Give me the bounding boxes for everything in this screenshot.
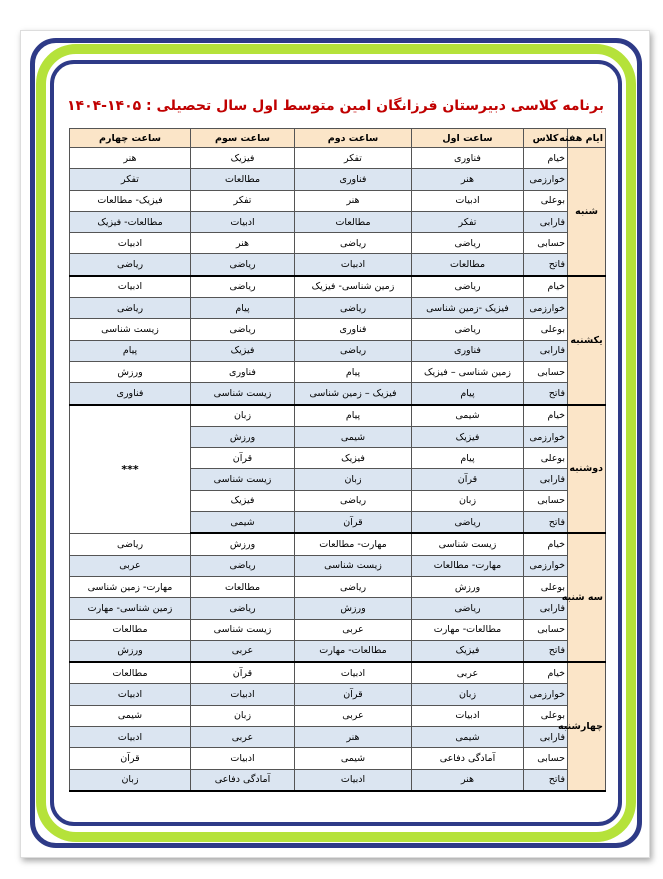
class-name-cell: خیام	[524, 662, 568, 684]
class-name-cell: حسابی	[524, 233, 568, 254]
header-weekday: ایام هفته	[568, 129, 606, 148]
hour-2-cell: عربی	[295, 619, 412, 640]
hour-2-cell: ادبیات	[295, 769, 412, 791]
hour-3-cell: ریاضی	[191, 319, 295, 340]
hour-3-cell: مطالعات	[191, 576, 295, 597]
hour-3-cell: عربی	[191, 727, 295, 748]
class-name-cell: فاتح	[524, 512, 568, 534]
hour-3-cell: آمادگی دفاعی	[191, 769, 295, 791]
hour-3-cell: قرآن	[191, 448, 295, 469]
table-row	[70, 533, 606, 555]
hour-4-cell: عربی	[70, 555, 191, 576]
hour-2-cell: عربی	[295, 705, 412, 726]
header-class: کلاس	[524, 129, 568, 148]
hour-1-cell: زبان	[412, 684, 524, 705]
hour-1-cell: عربی	[412, 662, 524, 684]
hour-1-cell: فیزیک -زمین شناسی	[412, 298, 524, 319]
hour-4-cell: ادبیات	[70, 276, 191, 298]
hour-2-cell: هنر	[295, 190, 412, 211]
table-row	[70, 319, 606, 340]
hour-2-cell: فناوری	[295, 319, 412, 340]
hour-3-cell: زبان	[191, 405, 295, 427]
weekday-cell: یکشنبه	[568, 276, 606, 405]
hour-4-cell: ورزش	[70, 640, 191, 662]
class-name-cell: بوعلی	[524, 190, 568, 211]
hour-3-cell: ریاضی	[191, 598, 295, 619]
hour-4-cell: قرآن	[70, 748, 191, 769]
table-row	[70, 748, 606, 769]
hour-1-cell: زیست شناسی	[412, 533, 524, 555]
hour-3-cell: ریاضی	[191, 555, 295, 576]
hour-1-cell: فیزیک	[412, 640, 524, 662]
hour-1-cell: ریاضی	[412, 276, 524, 298]
hour-2-cell: پیام	[295, 361, 412, 382]
class-name-cell: خوارزمی	[524, 555, 568, 576]
hour-1-cell: شیمی	[412, 727, 524, 748]
hour-2-cell: ریاضی	[295, 576, 412, 597]
table-row	[70, 769, 606, 791]
hour-3-cell: زیست شناسی	[191, 619, 295, 640]
no-class-placeholder: ***	[70, 405, 191, 534]
header-hour-1: ساعت اول	[412, 129, 524, 148]
hour-4-cell: مطالعات	[70, 619, 191, 640]
table-row	[70, 383, 606, 405]
hour-2-cell: هنر	[295, 727, 412, 748]
table-row	[70, 727, 606, 748]
hour-1-cell: ریاضی	[412, 233, 524, 254]
hour-3-cell: مطالعات	[191, 169, 295, 190]
hour-1-cell: ادبیات	[412, 190, 524, 211]
class-name-cell: خوارزمی	[524, 684, 568, 705]
hour-1-cell: مطالعات	[412, 254, 524, 276]
table-row	[70, 340, 606, 361]
hour-3-cell: زبان	[191, 705, 295, 726]
hour-2-cell: ریاضی	[295, 233, 412, 254]
hour-4-cell: ادبیات	[70, 233, 191, 254]
hour-4-cell: تفکر	[70, 169, 191, 190]
hour-4-cell: مهارت- زمین شناسی	[70, 576, 191, 597]
hour-2-cell: ادبیات	[295, 662, 412, 684]
hour-1-cell: مطالعات- مهارت	[412, 619, 524, 640]
hour-3-cell: ادبیات	[191, 211, 295, 232]
hour-2-cell: شیمی	[295, 426, 412, 447]
hour-1-cell: ورزش	[412, 576, 524, 597]
hour-4-cell: فناوری	[70, 383, 191, 405]
hour-2-cell: زیست شناسی	[295, 555, 412, 576]
header-hour-4: ساعت چهارم	[70, 129, 191, 148]
class-name-cell: فارابی	[524, 727, 568, 748]
class-name-cell: خیام	[524, 276, 568, 298]
hour-3-cell: هنر	[191, 233, 295, 254]
hour-4-cell: شیمی	[70, 705, 191, 726]
hour-4-cell: ریاضی	[70, 254, 191, 276]
weekday-cell: سه شنبه	[568, 533, 606, 662]
hour-1-cell: ریاضی	[412, 512, 524, 534]
hour-1-cell: هنر	[412, 769, 524, 791]
table-row	[70, 576, 606, 597]
table-row	[70, 276, 606, 298]
hour-4-cell: فیزیک- مطالعات	[70, 190, 191, 211]
hour-3-cell: زیست شناسی	[191, 469, 295, 490]
hour-2-cell: فیزیک – زمین شناسی	[295, 383, 412, 405]
hour-3-cell: ریاضی	[191, 254, 295, 276]
class-name-cell: فاتح	[524, 769, 568, 791]
hour-3-cell: ریاضی	[191, 276, 295, 298]
table-row	[70, 211, 606, 232]
hour-2-cell: مطالعات- مهارت	[295, 640, 412, 662]
hour-1-cell: فیزیک	[412, 426, 524, 447]
hour-3-cell: قرآن	[191, 662, 295, 684]
hour-4-cell: ادبیات	[70, 727, 191, 748]
hour-2-cell: ورزش	[295, 598, 412, 619]
weekday-cell: چهارشنبه	[568, 662, 606, 791]
hour-2-cell: تفکر	[295, 148, 412, 169]
class-name-cell: خوارزمی	[524, 169, 568, 190]
hour-1-cell: ادبیات	[412, 705, 524, 726]
hour-2-cell: قرآن	[295, 684, 412, 705]
hour-3-cell: فناوری	[191, 361, 295, 382]
table-row	[70, 555, 606, 576]
hour-1-cell: زبان	[412, 490, 524, 511]
hour-1-cell: هنر	[412, 169, 524, 190]
header-hour-3: ساعت سوم	[191, 129, 295, 148]
hour-2-cell: ادبیات	[295, 254, 412, 276]
class-name-cell: خیام	[524, 405, 568, 427]
table-row	[70, 684, 606, 705]
page-title: برنامه کلاسی دبیرستان فرزانگان امین متوسط اول سال تحصیلی : ۱۴۰۵-۱۴۰۴	[66, 98, 604, 114]
table-row	[70, 640, 606, 662]
class-name-cell: بوعلی	[524, 576, 568, 597]
hour-4-cell: زمین شناسی- مهارت	[70, 598, 191, 619]
hour-2-cell: مهارت- مطالعات	[295, 533, 412, 555]
hour-4-cell: هنر	[70, 148, 191, 169]
hour-1-cell: پیام	[412, 383, 524, 405]
class-schedule-table	[69, 128, 606, 792]
class-name-cell: خیام	[524, 148, 568, 169]
class-name-cell: حسابی	[524, 361, 568, 382]
table-row	[70, 148, 606, 169]
hour-4-cell: مطالعات- فیزیک	[70, 211, 191, 232]
header-row	[70, 129, 606, 148]
class-name-cell: فاتح	[524, 640, 568, 662]
hour-1-cell: زمین شناسی – فیزیک	[412, 361, 524, 382]
hour-3-cell: عربی	[191, 640, 295, 662]
table-row	[70, 190, 606, 211]
hour-4-cell: ورزش	[70, 361, 191, 382]
hour-1-cell: پیام	[412, 448, 524, 469]
hour-4-cell: پیام	[70, 340, 191, 361]
table-row	[70, 298, 606, 319]
hour-3-cell: ورزش	[191, 426, 295, 447]
class-name-cell: حسابی	[524, 490, 568, 511]
hour-3-cell: ادبیات	[191, 684, 295, 705]
hour-1-cell: تفکر	[412, 211, 524, 232]
hour-2-cell: ریاضی	[295, 340, 412, 361]
hour-1-cell: قرآن	[412, 469, 524, 490]
class-name-cell: بوعلی	[524, 319, 568, 340]
hour-1-cell: فناوری	[412, 340, 524, 361]
hour-4-cell: مطالعات	[70, 662, 191, 684]
class-name-cell: بوعلی	[524, 448, 568, 469]
hour-3-cell: ورزش	[191, 533, 295, 555]
class-name-cell: بوعلی	[524, 705, 568, 726]
hour-1-cell: ریاضی	[412, 598, 524, 619]
hour-3-cell: فیزیک	[191, 340, 295, 361]
hour-3-cell: فیزیک	[191, 148, 295, 169]
hour-1-cell: آمادگی دفاعی	[412, 748, 524, 769]
hour-3-cell: تفکر	[191, 190, 295, 211]
table-row	[70, 254, 606, 276]
hour-1-cell: فناوری	[412, 148, 524, 169]
class-name-cell: حسابی	[524, 748, 568, 769]
class-name-cell: فاتح	[524, 383, 568, 405]
class-name-cell: فارابی	[524, 211, 568, 232]
class-name-cell: فارابی	[524, 469, 568, 490]
hour-2-cell: ریاضی	[295, 490, 412, 511]
hour-1-cell: ریاضی	[412, 319, 524, 340]
hour-2-cell: ریاضی	[295, 298, 412, 319]
table-row	[70, 405, 606, 427]
hour-1-cell: مهارت- مطالعات	[412, 555, 524, 576]
weekday-cell: شنبه	[568, 148, 606, 276]
hour-3-cell: ادبیات	[191, 748, 295, 769]
class-name-cell: فارابی	[524, 598, 568, 619]
hour-3-cell: پیام	[191, 298, 295, 319]
class-name-cell: فاتح	[524, 254, 568, 276]
hour-4-cell: ریاضی	[70, 298, 191, 319]
hour-3-cell: شیمی	[191, 512, 295, 534]
table-row	[70, 705, 606, 726]
table-row	[70, 619, 606, 640]
hour-2-cell: قرآن	[295, 512, 412, 534]
class-name-cell: فارابی	[524, 340, 568, 361]
hour-1-cell: شیمی	[412, 405, 524, 427]
table-row	[70, 598, 606, 619]
header-hour-2: ساعت دوم	[295, 129, 412, 148]
table-row	[70, 662, 606, 684]
table-row	[70, 233, 606, 254]
hour-4-cell: ادبیات	[70, 684, 191, 705]
class-name-cell: خیام	[524, 533, 568, 555]
hour-2-cell: زبان	[295, 469, 412, 490]
table-row	[70, 361, 606, 382]
hour-2-cell: زمین شناسی- فیزیک	[295, 276, 412, 298]
hour-4-cell: زبان	[70, 769, 191, 791]
hour-3-cell: فیزیک	[191, 490, 295, 511]
class-name-cell: خوارزمی	[524, 298, 568, 319]
class-name-cell: خوارزمی	[524, 426, 568, 447]
hour-2-cell: پیام	[295, 405, 412, 427]
hour-4-cell: ریاضی	[70, 533, 191, 555]
table-row	[70, 169, 606, 190]
class-name-cell: حسابی	[524, 619, 568, 640]
hour-4-cell: زیست شناسی	[70, 319, 191, 340]
weekday-cell: دوشنبه	[568, 405, 606, 534]
hour-2-cell: شیمی	[295, 748, 412, 769]
hour-3-cell: زیست شناسی	[191, 383, 295, 405]
hour-2-cell: فناوری	[295, 169, 412, 190]
hour-2-cell: مطالعات	[295, 211, 412, 232]
hour-2-cell: فیزیک	[295, 448, 412, 469]
